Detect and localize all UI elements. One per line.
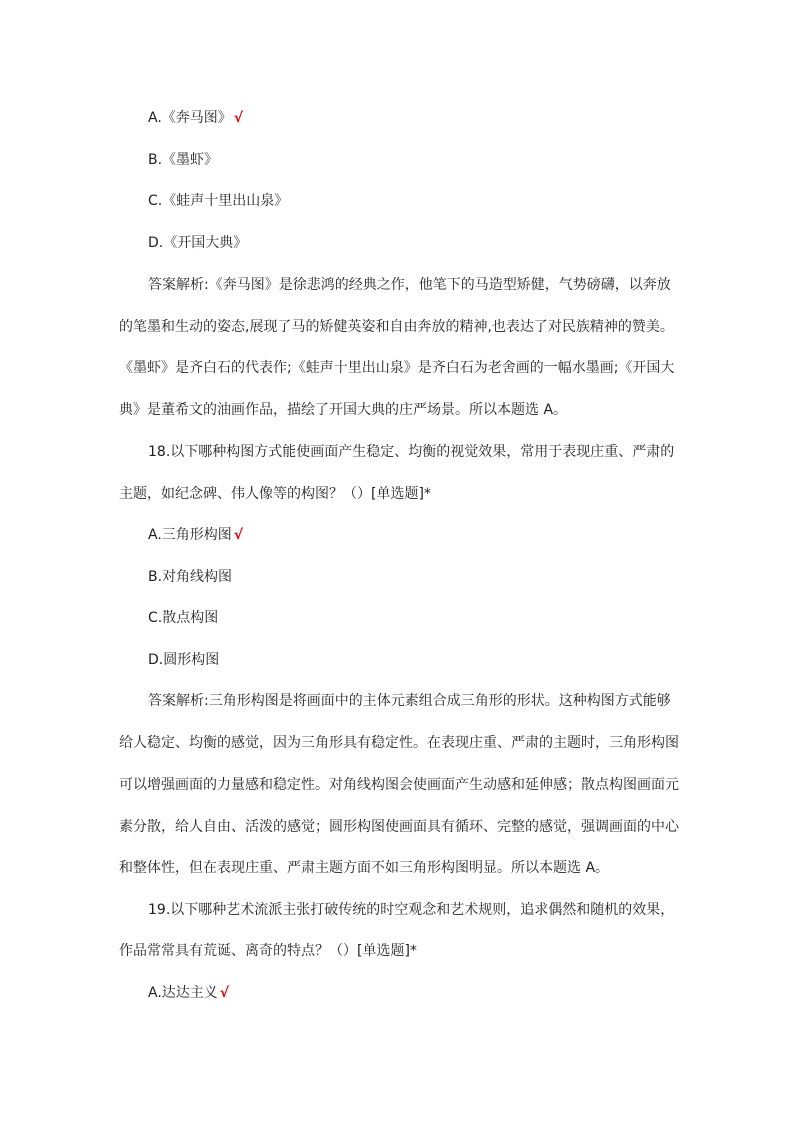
q17-explanation-line: 《墨虾》是齐白石的代表作;《蛙声十里出山泉》是齐白石为老舍画的一幅水墨画;《开国大 xyxy=(119,360,675,376)
q19-question-line: 作品常常具有荒诞、离奇的特点？（）[单选题]* xyxy=(119,943,417,959)
option-text: A.《奔马图》 xyxy=(148,110,232,126)
option-text: C.《蛙声十里出山泉》 xyxy=(148,193,289,209)
option-text: B.对角线构图 xyxy=(148,569,233,585)
q18-option-a xyxy=(148,525,243,545)
option-text: D.圆形构图 xyxy=(148,652,220,668)
q18-option-b xyxy=(148,567,232,587)
q17-option-b xyxy=(148,150,218,170)
q18-question-line: 主题，如纪念碑、伟人像等的构图？（）[单选题]* xyxy=(119,486,431,502)
q17-explanation-line: 的笔墨和生动的姿态,展现了马的矫健英姿和自由奔放的精神,也表达了对民族精神的赞美。 xyxy=(119,319,674,335)
q17-option-a xyxy=(148,108,243,128)
q18-explanation-line: 给人稳定、均衡的感觉，因为三角形具有稳定性。在表现庄重、严肃的主题时，三角形构图 xyxy=(119,735,679,751)
q18-explanation-line: 可以增强画面的力量感和稳定性。对角线构图会使画面产生动感和延伸感；散点构图画面元 xyxy=(119,777,679,793)
q19-question-line: 19.以下哪种艺术流派主张打破传统的时空观念和艺术规则，追求偶然和随机的效果， xyxy=(148,902,675,918)
q18-explanation-line: 和整体性，但在表现庄重、严肃主题方面不如三角形构图明显。所以本题选 A。 xyxy=(119,860,610,876)
option-text: D.《开国大典》 xyxy=(148,235,248,251)
q18-option-d xyxy=(148,650,219,670)
correct-check-icon: √ xyxy=(233,110,244,126)
q17-explanation-line: 典》是董希文的油画作品，描绘了开国大典的庄严场景。所以本题选 A。 xyxy=(119,402,568,418)
q18-explanation-line: 素分散，给人自由、活泼的感觉；圆形构图使画面具有循环、完整的感觉，强调画面的中心 xyxy=(119,819,679,835)
q18-explanation-line: 答案解析:三角形构图是将画面中的主体元素组合成三角形的形状。这种构图方式能够 xyxy=(148,693,671,709)
q19-option-a xyxy=(148,983,229,1003)
correct-check-icon: √ xyxy=(233,527,244,543)
q17-explanation-line: 答案解析:《奔马图》是徐悲鸿的经典之作，他笔下的马造型矫健，气势磅礴，以奔放 xyxy=(148,277,671,293)
option-text: C.散点构图 xyxy=(148,610,219,626)
option-text: A.三角形构图 xyxy=(148,527,232,543)
correct-check-icon: √ xyxy=(219,985,230,1001)
q18-question-line: 18.以下哪种构图方式能使画面产生稳定、均衡的视觉效果，常用于表现庄重、严肃的 xyxy=(148,444,675,460)
q18-option-c xyxy=(148,608,218,628)
q17-option-d xyxy=(148,233,247,253)
option-text: A.达达主义 xyxy=(148,985,218,1001)
q17-option-c xyxy=(148,191,288,211)
option-text: B.《墨虾》 xyxy=(148,152,219,168)
